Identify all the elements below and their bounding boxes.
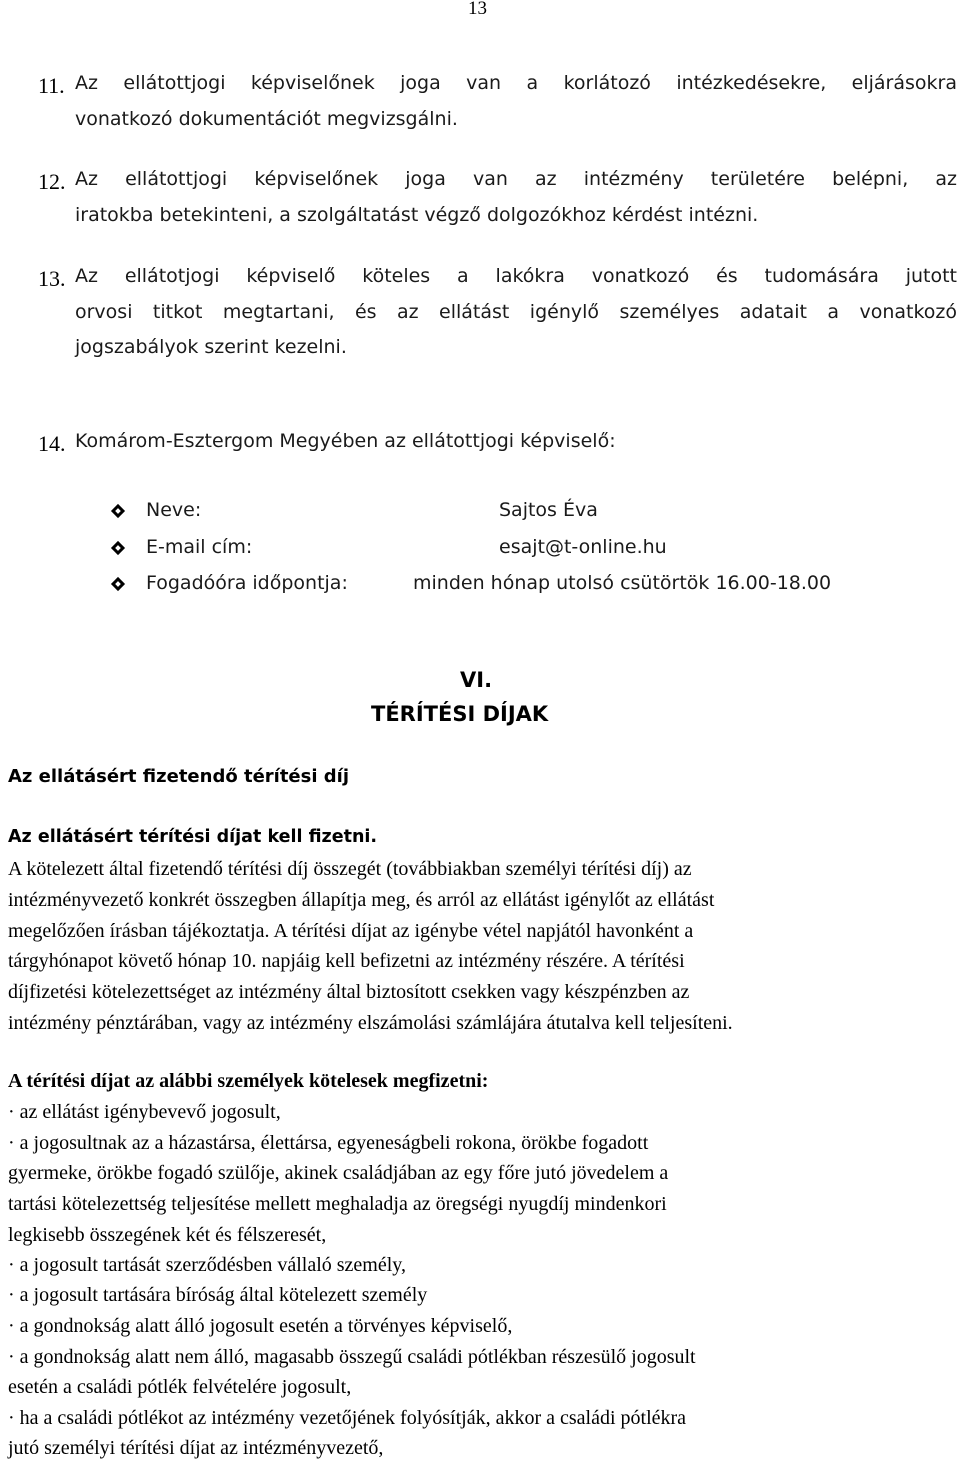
contact-value: minden hónap utolsó csütörtök 16.00-18.00 — [413, 572, 832, 594]
item-line: Az ellátotjogi képviselő köteles a lakókra vonatkozó és tudomására jutott — [75, 265, 957, 287]
list-line: · ha a családi pótlékot az intézmény vezetőjének folyósítják, akkor a családi pótlékra — [8, 1407, 687, 1429]
bold-line: Az ellátásért térítési díjat kell fizetni. — [8, 827, 378, 847]
page-number: 13 — [468, 0, 487, 19]
item-line: jogszabályok szerint kezelni. — [75, 336, 347, 358]
list-line: · a jogosult tartását szerződésben vállaló személy, — [8, 1254, 406, 1276]
paragraph-line: A kötelezett által fizetendő térítési díj összegét (továbbiakban személyi térítési díj) az — [8, 858, 692, 880]
bullet-icon — [111, 504, 125, 518]
list-heading: A térítési díjat az alábbi személyek kötelesek megfizetni: — [8, 1070, 489, 1092]
list-line: tartási kötelezettség teljesítése mellett meghaladja az öregségi nyugdíj mindenkori — [8, 1193, 667, 1215]
item-number: 12. — [38, 169, 66, 194]
section-roman: VI. — [460, 668, 493, 692]
section-title: TÉRÍTÉSI DÍJAK — [371, 702, 549, 726]
list-line: gyermeke, örökbe fogadó szülője, akinek családjában az egy főre jutó jövedelem a — [8, 1162, 669, 1184]
list-line: · a gondnokság alatt álló jogosult esetén a törvényes képviselő, — [8, 1315, 513, 1337]
list-line: legkisebb összegének két és félszeresét, — [8, 1224, 327, 1246]
subheading: Az ellátásért fizetendő térítési díj — [8, 766, 350, 787]
bullet-icon — [111, 541, 125, 555]
paragraph-line: megelőzően írásban tájékoztatja. A térítési díjat az igénybe vétel napjától havonként a — [8, 920, 694, 942]
item-line: iratokba betekinteni, a szolgáltatást végző dolgozókhoz kérdést intézni. — [75, 204, 759, 226]
contact-value: esajt@t-online.hu — [499, 536, 667, 558]
list-line: · a jogosult tartására bíróság által kötelezett személy — [8, 1284, 428, 1306]
item-number: 11. — [38, 73, 65, 98]
contact-value: Sajtos Éva — [499, 499, 598, 521]
item-number: 14. — [38, 431, 66, 456]
contact-label: E-mail cím: — [146, 536, 253, 558]
contact-label: Neve: — [146, 499, 202, 521]
list-line: jutó személyi térítési díjat az intézményvezető, — [8, 1437, 384, 1459]
item-number: 13. — [38, 266, 66, 291]
list-line: · az ellátást igénybevevő jogosult, — [8, 1101, 281, 1123]
paragraph-line: tárgyhónapot követő hónap 10. napjáig kell befizetni az intézmény részére. A térítési — [8, 950, 685, 972]
item-line: vonatkozó dokumentációt megvizsgálni. — [75, 108, 458, 130]
paragraph-line: díjfizetési kötelezettséget az intézmény által biztosított csekken vagy készpénzben az — [8, 981, 690, 1003]
bullet-icon — [111, 577, 125, 591]
item-line: orvosi titkot megtartani, és az ellátást igénylő személyes adatait a vonatkozó — [75, 301, 957, 323]
item-line: Az ellátottjogi képviselőnek joga van a korlátozó intézkedésekre, eljárásokra — [75, 72, 957, 94]
item-line: Az ellátottjogi képviselőnek joga van az intézmény területére belépni, az — [75, 168, 957, 190]
paragraph-line: intézményvezető konkrét összegben állapítja meg, és arról az ellátást igénylőt az ellátást — [8, 889, 715, 911]
list-line: · a gondnokság alatt nem álló, magasabb összegű családi pótlékban részesülő jogosult — [8, 1346, 696, 1368]
item-line: Komárom-Esztergom Megyében az ellátottjogi képviselő: — [75, 430, 616, 452]
list-line: esetén a családi pótlék felvételére jogosult, — [8, 1376, 352, 1398]
paragraph-line: intézmény pénztárában, vagy az intézmény elszámolási számlájára átutalva kell teljesíteni. — [8, 1012, 733, 1034]
list-line: · a jogosultnak az a házastársa, élettársa, egyeneságbeli rokona, örökbe fogadott — [8, 1132, 649, 1154]
contact-label: Fogadóóra időpontja: — [146, 572, 348, 594]
